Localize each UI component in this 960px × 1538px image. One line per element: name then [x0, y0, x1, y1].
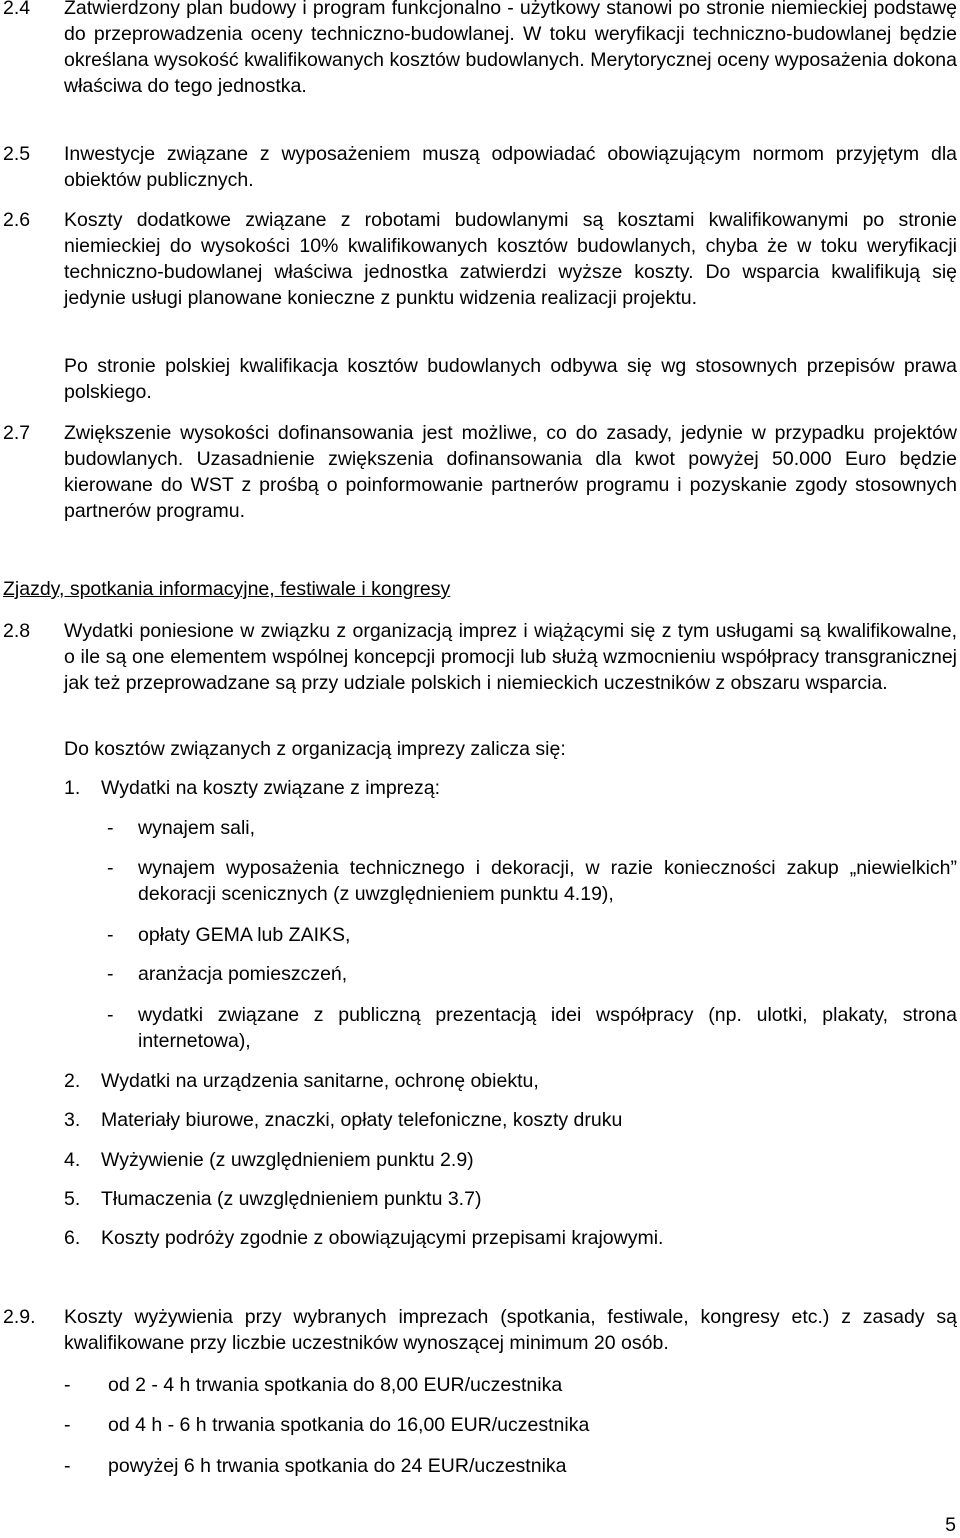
paragraph-number: 2.9. — [3, 1306, 36, 1328]
list-item — [64, 1107, 957, 1133]
paragraph-2-5 — [3, 141, 957, 193]
sub-list-item — [107, 922, 957, 948]
list-item — [64, 1225, 957, 1251]
list-text: Koszty podróży zgodnie z obowiązującymi przepisami krajowymi. — [101, 1227, 664, 1249]
paragraph-text: Zatwierdzony plan budowy i program funkcjonalno - użytkowy stanowi po stronie niemieckiej podstawę do przeprowadzenia oceny techniczno-budowlanej. W toku weryfikacji techniczno-budowlanej będzie określana wysokość kwalifikowanych kosztów budowlanych. Merytorycznej oceny wyposażenia dokona właściwa do tego jednostka. — [64, 0, 957, 97]
section-heading: Zjazdy, spotkania informacyjne, festiwale i kongresy — [3, 578, 451, 600]
dash-bullet: - — [107, 1004, 114, 1026]
paragraph-text: Koszty wyżywienia przy wybranych imprezach (spotkania, festiwale, kongresy etc.) z zasady są kwalifikowane przy liczbie uczestników wynoszącej minimum 20 osób. — [64, 1306, 957, 1354]
paragraph-2-6 — [3, 207, 957, 311]
list-text: Wydatki na urządzenia sanitarne, ochronę obiektu, — [101, 1070, 539, 1092]
list-item — [64, 1186, 957, 1212]
sub-list-text: wydatki związane z publiczną prezentacją idei współpracy (np. ulotki, plakaty, strona internetowa), — [138, 1004, 957, 1052]
paragraph-number: 2.4 — [3, 0, 31, 19]
list-number: 1. — [64, 777, 81, 799]
rate-text: powyżej 6 h trwania spotkania do 24 EUR/uczestnika — [108, 1455, 567, 1477]
paragraph-number: 2.5 — [3, 143, 31, 165]
paragraph-text: Koszty dodatkowe związane z robotami budowlanymi są kosztami kwalifikowanymi po stronie niemieckiej do wysokości 10% kwalifikowanych kosztów budowlanych, chyba że w toku weryfikacji techniczno-budowlanej właściwa jednostka zatwierdzi wyższe koszty. Do wsparcia kwalifikują się jedynie usługi planowane konieczne z punktu widzenia realizacji projektu. — [64, 209, 957, 309]
dash-bullet: - — [107, 963, 114, 985]
paragraph-number: 2.8 — [3, 620, 31, 642]
list-text: Materiały biurowe, znaczki, opłaty telefoniczne, koszty druku — [101, 1109, 623, 1131]
list-item — [64, 1068, 957, 1094]
paragraph-2-8 — [3, 618, 957, 696]
sub-list-item — [107, 815, 957, 841]
list-item — [64, 775, 957, 801]
rate-item — [64, 1372, 957, 1398]
paragraph-2-4 — [3, 0, 957, 99]
sub-list-text: wynajem wyposażenia technicznego i dekoracji, w razie konieczności zakup „niewielkich” dekoracji scenicznych (z uwzględnieniem punktu 4.19), — [138, 857, 957, 905]
sub-list-item — [107, 1002, 957, 1054]
paragraph-2-6-continued: Po stronie polskiej kwalifikacja kosztów budowlanych odbywa się wg stosownych przepisów prawa polskiego. — [64, 355, 957, 403]
list-text: Tłumaczenia (z uwzględnieniem punktu 3.7) — [101, 1188, 482, 1210]
dash-bullet: - — [64, 1374, 71, 1396]
list-number: 4. — [64, 1149, 81, 1171]
paragraph-text: Wydatki poniesione w związku z organizacją imprez i wiążącymi się z tym usługami są kwalifikowalne, o ile są one elementem wspólnej koncepcji promocji lub służą wzmocnieniu współpracy transgranicznej jak też przeprowadzane są przy udziale polskich i niemieckich uczestników z obszaru wsparcia. — [64, 620, 957, 694]
dash-bullet: - — [107, 924, 114, 946]
paragraph-text: Zwiększenie wysokości dofinansowania jest możliwe, co do zasady, jedynie w przypadku projektów budowlanych. Uzasadnienie zwiększenia dofinansowania dla kwot powyżej 50.000 Euro będzie kierowane do WST z prośbą o poinformowanie partnerów programu i pozyskanie zgody stosownych partnerów programu. — [64, 422, 957, 522]
dash-bullet: - — [64, 1455, 71, 1477]
rate-item — [64, 1412, 957, 1438]
dash-bullet: - — [107, 857, 114, 879]
rate-text: od 2 - 4 h trwania spotkania do 8,00 EUR/uczestnika — [108, 1374, 563, 1396]
sub-list-item — [107, 961, 957, 987]
dash-bullet: - — [107, 817, 114, 839]
rate-item — [64, 1453, 957, 1479]
list-number: 3. — [64, 1109, 81, 1131]
list-number: 2. — [64, 1070, 81, 1092]
paragraph-2-8-intro: Do kosztów związanych z organizacją imprezy zalicza się: — [64, 738, 566, 760]
dash-bullet: - — [64, 1414, 71, 1436]
paragraph-number: 2.7 — [3, 422, 31, 444]
rate-text: od 4 h - 6 h trwania spotkania do 16,00 EUR/uczestnika — [108, 1414, 590, 1436]
list-text: Wydatki na koszty związane z imprezą: — [101, 777, 441, 799]
list-text: Wyżywienie (z uwzględnieniem punktu 2.9) — [101, 1149, 474, 1171]
page-number: 5 — [945, 1514, 956, 1536]
paragraph-2-7 — [3, 420, 957, 524]
paragraph-number: 2.6 — [3, 209, 31, 231]
sub-list-text: aranżacja pomieszczeń, — [138, 963, 348, 985]
sub-list-text: opłaty GEMA lub ZAIKS, — [138, 924, 351, 946]
sub-list-item — [107, 855, 957, 907]
paragraph-text: Inwestycje związane z wyposażeniem muszą odpowiadać obowiązującym normom przyjętym dla obiektów publicznych. — [64, 143, 957, 191]
paragraph-2-9 — [3, 1304, 957, 1356]
list-number: 5. — [64, 1188, 81, 1210]
sub-list-text: wynajem sali, — [138, 817, 256, 839]
list-item — [64, 1147, 957, 1173]
list-number: 6. — [64, 1227, 81, 1249]
